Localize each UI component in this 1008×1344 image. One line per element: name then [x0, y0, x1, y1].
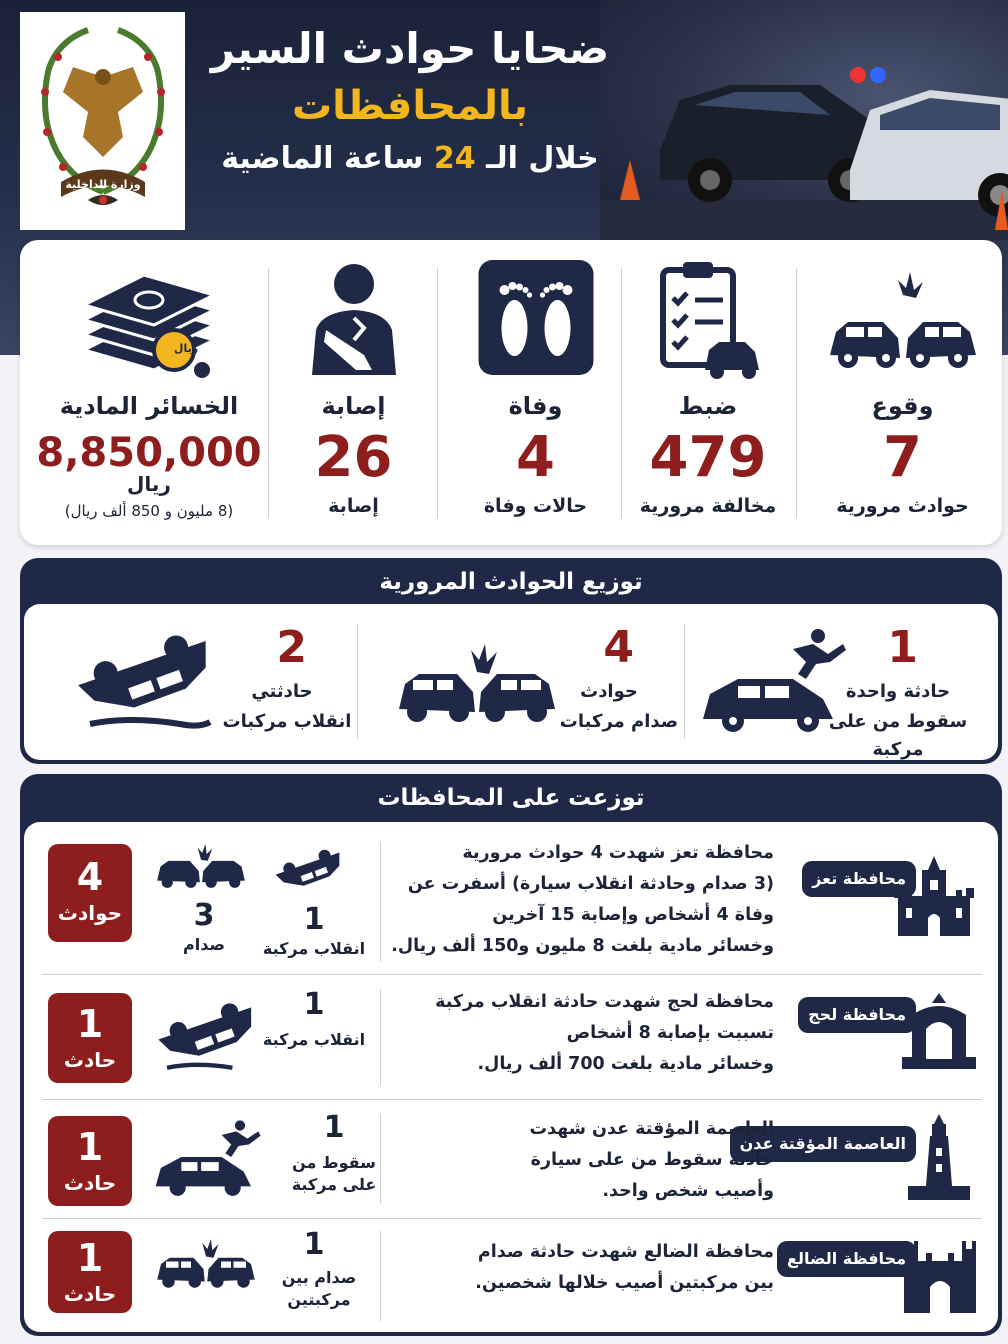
- gov-pill-dhale: محافظة الضالع: [777, 1241, 916, 1277]
- title-block: [190, 20, 630, 184]
- stat-label: وقوع: [871, 392, 934, 420]
- stat-sub: ريال: [127, 472, 171, 496]
- gov-row-taiz: [24, 822, 998, 974]
- stat-deaths: [450, 240, 621, 545]
- stat-accidents: [810, 240, 995, 545]
- dist-line1: حوادث: [580, 681, 638, 702]
- gov-row-lahj: [24, 975, 998, 1099]
- stat-value: 479: [649, 425, 767, 490]
- divider: [380, 1231, 381, 1321]
- gov-count-badge: [48, 844, 132, 942]
- stat-label: ضبط: [678, 392, 738, 420]
- distribution-section: [20, 558, 1002, 764]
- gov-pill-lahj: محافظة لحج: [798, 997, 916, 1033]
- rollover-icon: [152, 995, 262, 1075]
- gov-text-line: تسببت بإصابة 8 أشخاص: [566, 1023, 774, 1043]
- car-crash-icon: [828, 260, 978, 380]
- gov-text-line: حادثة سقوط من على سيارة: [530, 1150, 774, 1170]
- gov-count-badge: [48, 1116, 132, 1206]
- gov-pill-aden: العاصمة المؤقتة عدن: [730, 1126, 916, 1162]
- title-hours-number: 24: [433, 141, 476, 176]
- gov-text-line: وأصيب شخص واحد.: [602, 1181, 774, 1201]
- divider: [796, 268, 797, 518]
- governorates-section: [20, 774, 1002, 1336]
- logo-text: وزارة الداخلية: [65, 178, 141, 191]
- badge-num: 1: [76, 1002, 104, 1046]
- stat-sub-2: (8 مليون و 850 ألف ريال): [64, 502, 234, 520]
- divider: [268, 268, 269, 518]
- badge-text: حادث: [63, 1171, 117, 1195]
- title-line-2: بالمحافظات: [291, 83, 529, 129]
- divider: [380, 842, 381, 962]
- gov-text-line: وخسائر مادية بلغت 700 ألف ريال.: [477, 1054, 774, 1074]
- mini-num: 1: [303, 902, 325, 937]
- money-stack-icon: [74, 260, 224, 380]
- dist-num: 4: [603, 622, 634, 673]
- gov-text: [374, 987, 774, 1080]
- stat-sub: مخالفة مرورية: [639, 495, 777, 517]
- gov-text-line: (3 صدام وحادثة انقلاب سيارة) أسفرت عن: [407, 874, 774, 894]
- badge-num: 4: [76, 855, 104, 899]
- gov-row-dhale: [24, 1219, 998, 1329]
- divider: [437, 268, 438, 518]
- gov-row-aden: [24, 1100, 998, 1218]
- gov-text-line: محافظة الضالع شهدت حادثة صدام: [477, 1242, 774, 1262]
- title-line-3: [190, 134, 630, 184]
- badge-num: 1: [76, 1125, 104, 1169]
- badge-text: حادث: [63, 1048, 117, 1072]
- badge-text: حادث: [63, 1282, 117, 1306]
- coin-text: ريال: [173, 342, 199, 355]
- gov-text-line: بين مركبتين أصيب خلالها شخصين.: [475, 1273, 774, 1293]
- stat-label: وفاة: [508, 392, 563, 420]
- gov-text-line: محافظة تعز شهدت 4 حوادث مرورية: [462, 843, 774, 863]
- gov-text: [374, 1237, 774, 1299]
- stat-value: 26: [314, 425, 393, 490]
- collision-icon: [156, 844, 246, 889]
- clipboard-car-icon: [653, 260, 763, 380]
- dist-num: 1: [887, 622, 918, 673]
- mini-label: صدام: [183, 935, 225, 954]
- rollover-icon: [70, 624, 220, 734]
- dist-line1: حادثة واحدة: [845, 681, 951, 702]
- divider: [621, 268, 622, 518]
- mini-num: 1: [303, 987, 325, 1022]
- dist-line2: صدام مركبات: [559, 711, 679, 732]
- title-line-1: ضحايا حوادث السير: [210, 24, 610, 73]
- rollover-icon: [268, 844, 350, 899]
- stat-sub: حوادث مرورية: [836, 495, 969, 517]
- section-title: توزيع الحوادث المرورية: [379, 569, 643, 595]
- mini-num: 1: [323, 1110, 345, 1145]
- stat-injuries: [270, 240, 437, 545]
- mini-num: 3: [193, 898, 215, 933]
- footprints-icon: [478, 260, 593, 375]
- stat-value: 7: [883, 425, 922, 490]
- dist-line2: سقوط من على مركبة: [828, 711, 968, 760]
- distribution-body: [24, 604, 998, 760]
- divider: [380, 989, 381, 1085]
- stat-sub: حالات وفاة: [483, 495, 588, 517]
- mini-label: صدام بين مركبتين: [281, 1268, 357, 1309]
- stat-losses: [30, 240, 268, 545]
- mini-label: سقوط من على مركبة: [291, 1153, 377, 1194]
- dist-item-fall: [688, 604, 998, 760]
- governorates-body: [24, 822, 998, 1332]
- stat-label: الخسائر المادية: [59, 392, 239, 420]
- gov-count-badge: [48, 1231, 132, 1313]
- divider: [684, 624, 685, 739]
- stat-value: 4: [516, 425, 555, 490]
- injured-person-icon: [304, 260, 404, 380]
- divider: [357, 624, 358, 739]
- gov-text-line: وخسائر مادية بلغت 8 مليون و150 ألف ريال.: [391, 936, 774, 956]
- mini-label: انقلاب مركبة: [262, 939, 366, 958]
- mini-label: انقلاب مركبة: [262, 1030, 366, 1049]
- gov-text-line: وفاة 4 أشخاص وإصابة 15 آخرين: [492, 905, 774, 925]
- dist-item-rollover: [24, 604, 357, 754]
- stat-label: إصابة: [321, 392, 386, 420]
- stats-card: [20, 240, 1002, 545]
- dist-num: 2: [276, 622, 307, 673]
- gov-text: [374, 1114, 774, 1207]
- dist-line2: انقلاب مركبات: [222, 711, 352, 732]
- section-title: توزعت على المحافظات: [377, 785, 645, 811]
- gov-text-line: محافظة لحج شهدت حادثة انقلاب مركبة: [435, 992, 774, 1012]
- collision-icon: [397, 644, 557, 724]
- dist-item-collision: [357, 604, 684, 754]
- collision-icon: [156, 1239, 256, 1289]
- title-line-3-post: ساعة الماضية: [221, 141, 434, 176]
- gov-pill-taiz: محافظة تعز: [802, 861, 916, 897]
- ministry-logo: [20, 12, 185, 230]
- stat-value: 8,850,000: [36, 430, 262, 476]
- stat-violations: [620, 240, 796, 545]
- stat-sub: إصابة: [328, 495, 379, 517]
- mini-num: 1: [303, 1227, 325, 1262]
- gov-text-line: العاصمة المؤقتة عدن شهدت: [529, 1119, 774, 1139]
- gov-text: [374, 838, 774, 962]
- fall-from-vehicle-icon: [152, 1116, 262, 1198]
- badge-num: 1: [76, 1236, 104, 1280]
- dist-line1: حادثتي: [251, 681, 313, 702]
- gov-count-badge: [48, 993, 132, 1083]
- title-line-3-pre: خلال الـ: [475, 141, 599, 176]
- crash-photo: [600, 0, 1008, 240]
- badge-text: حوادث: [57, 901, 123, 925]
